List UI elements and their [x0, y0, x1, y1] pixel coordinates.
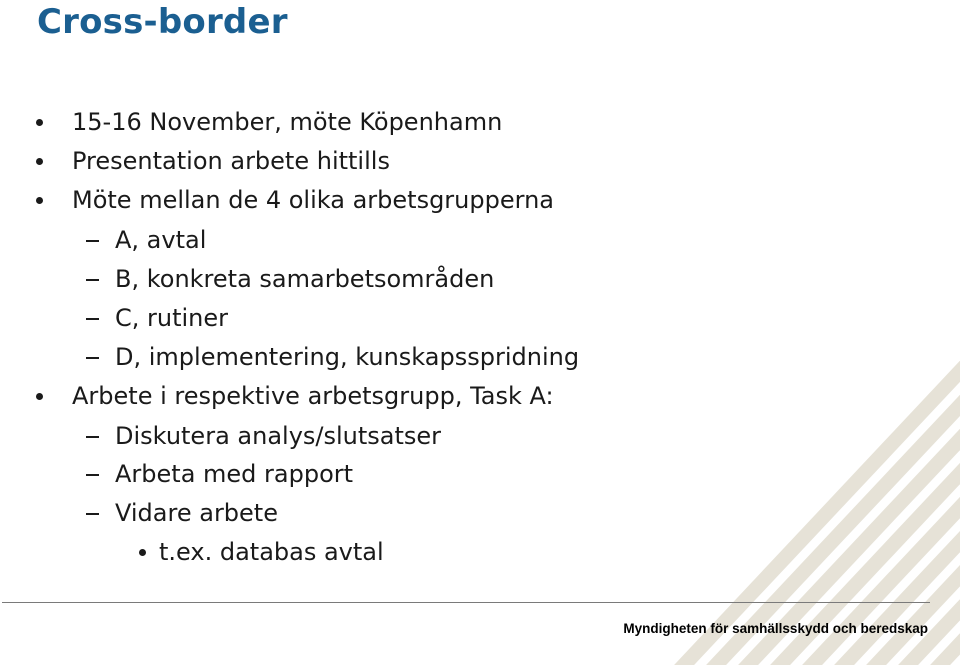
- bullet-text: C, rutiner: [115, 304, 229, 332]
- bullet-text: Vidare arbete: [115, 499, 278, 527]
- bullet-text: Möte mellan de 4 olika arbetsgrupperna: [72, 186, 554, 214]
- bullet-text: Arbete i respektive arbetsgrupp, Task A:: [72, 382, 554, 410]
- bullet-text: Arbeta med rapport: [115, 460, 354, 488]
- bullet-text: D, implementering, kunskapsspridning: [115, 343, 580, 371]
- dash-icon: [86, 279, 99, 281]
- bullet-dot-icon: [36, 393, 43, 400]
- bullet-text: 15-16 November, möte Köpenhamn: [72, 108, 503, 136]
- footer-divider: [2, 602, 930, 603]
- dash-icon: [86, 513, 99, 515]
- bullet-text: Presentation arbete hittills: [72, 147, 390, 175]
- bullet-text: B, konkreta samarbetsområden: [115, 265, 495, 293]
- bullet-text: Diskutera analys/slutsatser: [115, 422, 442, 450]
- dash-icon: [86, 318, 99, 320]
- bullet-text: t.ex. databas avtal: [159, 538, 384, 566]
- bullet-dot-icon: [36, 158, 43, 165]
- dash-icon: [86, 436, 99, 438]
- bullet-dot-icon: [36, 119, 43, 126]
- footer-organization: Myndigheten för samhällsskydd och beredskap: [623, 621, 928, 636]
- bullet-text: A, avtal: [115, 226, 207, 254]
- bullet-dot-icon: [139, 549, 146, 556]
- dash-icon: [86, 357, 99, 359]
- bullet-dot-icon: [36, 197, 43, 204]
- slide-title: Cross-border: [37, 2, 288, 42]
- dash-icon: [86, 474, 99, 476]
- dash-icon: [86, 240, 99, 242]
